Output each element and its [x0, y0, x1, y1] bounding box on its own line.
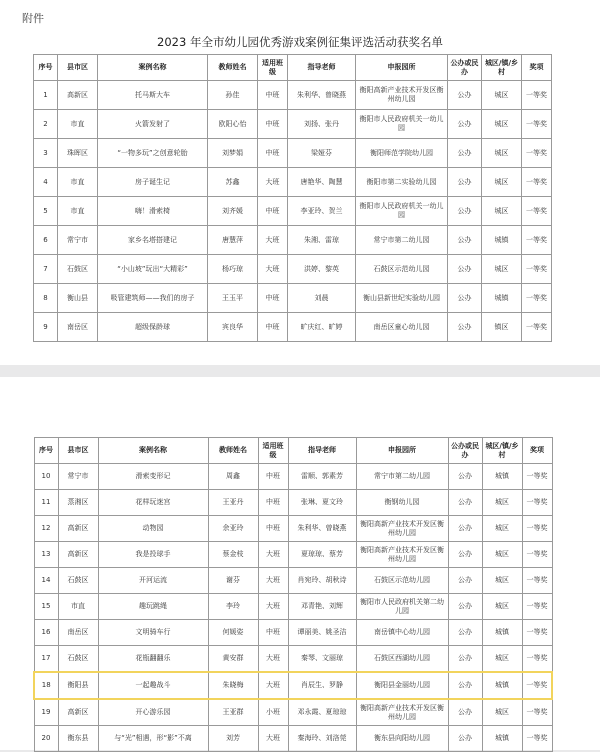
cell-class-level: 中班 [258, 139, 288, 168]
cell-kindergarten: 衡阳高新产业技术开发区衡州幼儿园 [356, 516, 448, 542]
cell-mentor: 雷顺、郭素芳 [288, 464, 356, 490]
cell-district: 石鼓区 [58, 568, 98, 594]
cell-teacher: 苏鑫 [208, 168, 258, 197]
table-row [34, 620, 552, 646]
cell-district: 高新区 [58, 516, 98, 542]
cell-area-type: 城区 [482, 594, 522, 620]
cell-seq: 5 [34, 197, 58, 226]
cell-ownership: 公办 [448, 168, 482, 197]
cell-teacher: 黄安群 [208, 646, 258, 673]
cell-ownership: 公办 [448, 110, 482, 139]
cell-seq: 2 [34, 110, 58, 139]
cell-kindergarten: 衡阳高新产业技术开发区衡州幼儿园 [356, 542, 448, 568]
column-header-ownership: 公办或民办 [448, 438, 482, 464]
cell-teacher: 谢芬 [208, 568, 258, 594]
cell-mentor: 梁娅芬 [288, 139, 356, 168]
cell-mentor: 肖宛玲、胡秋诗 [288, 568, 356, 594]
cell-seq: 7 [34, 255, 58, 284]
table-row [34, 197, 552, 226]
cell-class-level: 中班 [258, 81, 288, 110]
cell-award: 一等奖 [522, 197, 552, 226]
cell-kindergarten: 衡钢幼儿园 [356, 490, 448, 516]
cell-district: 石鼓区 [58, 646, 98, 673]
table-row [34, 672, 552, 699]
cell-district: 蒸湘区 [58, 490, 98, 516]
cell-district: 珠晖区 [58, 139, 98, 168]
cell-teacher: 刘齐媛 [208, 197, 258, 226]
cell-teacher: 唐慧萍 [208, 226, 258, 255]
cell-case-name: 与“光”相遇，形“影”不离 [98, 726, 208, 752]
cell-case-name: 文明骑车行 [98, 620, 208, 646]
cell-mentor: 秦琴、文丽琼 [288, 646, 356, 673]
cell-area-type: 镇区 [482, 313, 522, 342]
cell-case-name: “一物多玩”之创意轮胎 [98, 139, 208, 168]
column-header-seq: 序号 [34, 438, 58, 464]
table-row [34, 110, 552, 139]
cell-award: 一等奖 [522, 168, 552, 197]
column-header-mentor: 指导老师 [288, 438, 356, 464]
document-page-2 [0, 377, 600, 750]
cell-seq: 6 [34, 226, 58, 255]
cell-mentor: 刘晨 [288, 284, 356, 313]
cell-district: 市直 [58, 110, 98, 139]
column-header-case-name: 案例名称 [98, 438, 208, 464]
document-page-1 [0, 0, 600, 365]
cell-case-name: 一起趣战斗 [98, 672, 208, 699]
cell-case-name: 花样玩迷宫 [98, 490, 208, 516]
cell-area-type: 城镇 [482, 672, 522, 699]
cell-mentor: 洪婷、黎英 [288, 255, 356, 284]
table-row [34, 255, 552, 284]
cell-seq: 19 [34, 699, 58, 726]
cell-ownership: 公办 [448, 139, 482, 168]
cell-class-level: 大班 [258, 672, 288, 699]
table-row [34, 699, 552, 726]
table-row [34, 81, 552, 110]
cell-award: 一等奖 [522, 620, 552, 646]
cell-seq: 9 [34, 313, 58, 342]
cell-class-level: 大班 [258, 542, 288, 568]
cell-class-level: 中班 [258, 197, 288, 226]
cell-award: 一等奖 [522, 699, 552, 726]
cell-class-level: 大班 [258, 226, 288, 255]
cell-teacher: 周鑫 [208, 464, 258, 490]
cell-district: 衡山县 [58, 284, 98, 313]
cell-area-type: 城区 [482, 139, 522, 168]
cell-kindergarten: 衡阳市第二实验幼儿园 [356, 168, 448, 197]
cell-class-level: 大班 [258, 594, 288, 620]
cell-area-type: 城区 [482, 197, 522, 226]
cell-district: 市直 [58, 594, 98, 620]
cell-area-type: 城镇 [482, 726, 522, 752]
cell-area-type: 城区 [482, 110, 522, 139]
cell-award: 一等奖 [522, 672, 552, 699]
cell-case-name: 吸管建筑师——我们的房子 [98, 284, 208, 313]
column-header-award: 奖项 [522, 438, 552, 464]
cell-class-level: 中班 [258, 490, 288, 516]
cell-ownership: 公办 [448, 81, 482, 110]
table-row [34, 313, 552, 342]
cell-kindergarten: 衡阳市人民政府机关一幼儿园 [356, 110, 448, 139]
cell-area-type: 城镇 [482, 284, 522, 313]
column-header-area-type: 城区/镇/乡村 [482, 55, 522, 81]
column-header-area-type: 城区/镇/乡村 [482, 438, 522, 464]
cell-seq: 8 [34, 284, 58, 313]
awards-table-page-2 [33, 437, 553, 752]
cell-kindergarten: 石鼓区西湖幼儿园 [356, 646, 448, 673]
cell-seq: 11 [34, 490, 58, 516]
cell-case-name: “小山坡”玩出“大精彩” [98, 255, 208, 284]
cell-teacher: 朱晓梅 [208, 672, 258, 699]
cell-case-name: 动物园 [98, 516, 208, 542]
cell-case-name: 火箭发射了 [98, 110, 208, 139]
cell-class-level: 大班 [258, 168, 288, 197]
cell-district: 市直 [58, 197, 98, 226]
cell-ownership: 公办 [448, 313, 482, 342]
cell-kindergarten: 常宁市第二幼儿园 [356, 464, 448, 490]
cell-case-name: 我是投球手 [98, 542, 208, 568]
cell-mentor: 李亚玲、贺兰 [288, 197, 356, 226]
cell-kindergarten: 常宁市第二幼儿园 [356, 226, 448, 255]
column-header-kindergarten: 申报园所 [356, 438, 448, 464]
cell-mentor: 朱湘、雷琼 [288, 226, 356, 255]
cell-kindergarten: 衡阳市人民政府机关第二幼儿园 [356, 594, 448, 620]
column-header-teacher: 教师姓名 [208, 55, 258, 81]
cell-award: 一等奖 [522, 542, 552, 568]
cell-district: 衡东县 [58, 726, 98, 752]
cell-case-name: 嗨！滑索椅 [98, 197, 208, 226]
cell-teacher: 蔡金枝 [208, 542, 258, 568]
cell-teacher: 王玉平 [208, 284, 258, 313]
cell-district: 常宁市 [58, 226, 98, 255]
cell-award: 一等奖 [522, 646, 552, 673]
cell-district: 高新区 [58, 81, 98, 110]
cell-mentor: 刘扬、张丹 [288, 110, 356, 139]
cell-case-name: 花瓶翻翻乐 [98, 646, 208, 673]
cell-class-level: 中班 [258, 284, 288, 313]
table-row [34, 646, 552, 673]
table-row [34, 726, 552, 752]
table-row [34, 226, 552, 255]
cell-teacher: 何媛姿 [208, 620, 258, 646]
column-header-case-name: 案例名称 [98, 55, 208, 81]
cell-seq: 10 [34, 464, 58, 490]
cell-award: 一等奖 [522, 139, 552, 168]
cell-class-level: 中班 [258, 516, 288, 542]
cell-case-name: 托马斯大车 [98, 81, 208, 110]
column-header-class-level: 适用班级 [258, 438, 288, 464]
cell-seq: 16 [34, 620, 58, 646]
cell-case-name: 开河运流 [98, 568, 208, 594]
table-row [34, 568, 552, 594]
cell-ownership: 公办 [448, 568, 482, 594]
cell-teacher: 欧阳心怡 [208, 110, 258, 139]
cell-area-type: 城区 [482, 490, 522, 516]
cell-seq: 18 [34, 672, 58, 699]
cell-class-level: 大班 [258, 646, 288, 673]
cell-kindergarten: 衡阳高新产业技术开发区衡州幼儿园 [356, 699, 448, 726]
cell-seq: 4 [34, 168, 58, 197]
cell-kindergarten: 石鼓区示范幼儿园 [356, 568, 448, 594]
cell-ownership: 公办 [448, 620, 482, 646]
cell-class-level: 小班 [258, 699, 288, 726]
cell-teacher: 宾良华 [208, 313, 258, 342]
cell-ownership: 公办 [448, 542, 482, 568]
cell-area-type: 城镇 [482, 464, 522, 490]
cell-kindergarten: 南岳镇中心幼儿园 [356, 620, 448, 646]
cell-area-type: 城镇 [482, 226, 522, 255]
cell-case-name: 滑索变形记 [98, 464, 208, 490]
cell-seq: 15 [34, 594, 58, 620]
document-title: 2023 年全市幼儿园优秀游戏案例征集评选活动获奖名单 [157, 35, 443, 49]
column-header-mentor: 指导老师 [288, 55, 356, 81]
cell-ownership: 公办 [448, 490, 482, 516]
column-header-seq: 序号 [34, 55, 58, 81]
cell-teacher: 王亚丹 [208, 490, 258, 516]
cell-teacher: 刘梦娟 [208, 139, 258, 168]
table-row [34, 284, 552, 313]
cell-teacher: 余亚玲 [208, 516, 258, 542]
table-row [34, 490, 552, 516]
cell-teacher: 孙佳 [208, 81, 258, 110]
cell-mentor: 旷庆红、旷婷 [288, 313, 356, 342]
cell-kindergarten: 衡阳师范学院幼儿园 [356, 139, 448, 168]
cell-award: 一等奖 [522, 594, 552, 620]
cell-teacher: 王亚群 [208, 699, 258, 726]
cell-district: 南岳区 [58, 313, 98, 342]
cell-seq: 1 [34, 81, 58, 110]
cell-seq: 17 [34, 646, 58, 673]
awards-table-page-1 [33, 54, 552, 342]
cell-award: 一等奖 [522, 464, 552, 490]
cell-kindergarten: 衡阳高新产业技术开发区衡州幼儿园 [356, 81, 448, 110]
cell-mentor: 唐艳华、陶慧 [288, 168, 356, 197]
cell-ownership: 公办 [448, 516, 482, 542]
cell-class-level: 大班 [258, 726, 288, 752]
cell-area-type: 城区 [482, 646, 522, 673]
cell-area-type: 城区 [482, 516, 522, 542]
cell-class-level: 中班 [258, 464, 288, 490]
cell-award: 一等奖 [522, 81, 552, 110]
cell-kindergarten: 衡山县新世纪实验幼儿园 [356, 284, 448, 313]
cell-ownership: 公办 [448, 726, 482, 752]
column-header-class-level: 适用班级 [258, 55, 288, 81]
cell-ownership: 公办 [448, 255, 482, 284]
column-header-ownership: 公办或民办 [448, 55, 482, 81]
table-row [34, 139, 552, 168]
cell-seq: 3 [34, 139, 58, 168]
cell-case-name: 家乡名塔搭建记 [98, 226, 208, 255]
cell-district: 衡阳县 [58, 672, 98, 699]
cell-ownership: 公办 [448, 672, 482, 699]
cell-mentor: 朱利华、曾晓燕 [288, 516, 356, 542]
cell-ownership: 公办 [448, 464, 482, 490]
cell-mentor: 邓青艳、刘辉 [288, 594, 356, 620]
cell-award: 一等奖 [522, 110, 552, 139]
cell-award: 一等奖 [522, 490, 552, 516]
cell-area-type: 城区 [482, 568, 522, 594]
cell-teacher: 杨巧琼 [208, 255, 258, 284]
cell-award: 一等奖 [522, 284, 552, 313]
table-header-row [34, 438, 552, 464]
cell-seq: 13 [34, 542, 58, 568]
cell-seq: 12 [34, 516, 58, 542]
attachment-label: 附件 [22, 12, 44, 25]
cell-area-type: 城区 [482, 168, 522, 197]
cell-award: 一等奖 [522, 516, 552, 542]
cell-mentor: 朱利华、曾晓燕 [288, 81, 356, 110]
cell-area-type: 城区 [482, 81, 522, 110]
cell-mentor: 肖辰生、罗静 [288, 672, 356, 699]
cell-kindergarten: 衡东县向阳幼儿园 [356, 726, 448, 752]
table-row [34, 516, 552, 542]
cell-award: 一等奖 [522, 313, 552, 342]
cell-kindergarten: 衡阳县金丽幼儿园 [356, 672, 448, 699]
cell-mentor: 秦海玲、刘洛莞 [288, 726, 356, 752]
cell-area-type: 城区 [482, 255, 522, 284]
cell-award: 一等奖 [522, 726, 552, 752]
cell-mentor: 夏琼琼、蔡芳 [288, 542, 356, 568]
cell-teacher: 刘芳 [208, 726, 258, 752]
cell-award: 一等奖 [522, 568, 552, 594]
table-row [34, 542, 552, 568]
table-row [34, 594, 552, 620]
cell-class-level: 大班 [258, 255, 288, 284]
cell-ownership: 公办 [448, 699, 482, 726]
cell-mentor: 邓永霞、夏琼琼 [288, 699, 356, 726]
column-header-district: 县市区 [58, 55, 98, 81]
cell-district: 高新区 [58, 542, 98, 568]
cell-kindergarten: 衡阳市人民政府机关一幼儿园 [356, 197, 448, 226]
cell-class-level: 中班 [258, 313, 288, 342]
cell-district: 南岳区 [58, 620, 98, 646]
cell-area-type: 城镇 [482, 620, 522, 646]
cell-teacher: 李玲 [208, 594, 258, 620]
column-header-kindergarten: 申报园所 [356, 55, 448, 81]
cell-award: 一等奖 [522, 255, 552, 284]
cell-case-name: 开心游乐园 [98, 699, 208, 726]
cell-ownership: 公办 [448, 646, 482, 673]
cell-ownership: 公办 [448, 197, 482, 226]
column-header-award: 奖项 [522, 55, 552, 81]
cell-ownership: 公办 [448, 284, 482, 313]
cell-class-level: 大班 [258, 568, 288, 594]
column-header-district: 县市区 [58, 438, 98, 464]
cell-class-level: 中班 [258, 620, 288, 646]
cell-mentor: 张琳、夏文玲 [288, 490, 356, 516]
cell-mentor: 谭丽美、姚圣洁 [288, 620, 356, 646]
cell-kindergarten: 南岳区童心幼儿园 [356, 313, 448, 342]
column-header-teacher: 教师姓名 [208, 438, 258, 464]
cell-area-type: 城区 [482, 699, 522, 726]
cell-area-type: 城区 [482, 542, 522, 568]
cell-case-name: 趣玩跳绳 [98, 594, 208, 620]
cell-class-level: 中班 [258, 110, 288, 139]
cell-district: 石鼓区 [58, 255, 98, 284]
table-row [34, 168, 552, 197]
cell-district: 市直 [58, 168, 98, 197]
cell-seq: 14 [34, 568, 58, 594]
cell-district: 常宁市 [58, 464, 98, 490]
cell-seq: 20 [34, 726, 58, 752]
table-row [34, 464, 552, 490]
cell-award: 一等奖 [522, 226, 552, 255]
cell-ownership: 公办 [448, 594, 482, 620]
cell-kindergarten: 石鼓区示范幼儿园 [356, 255, 448, 284]
cell-ownership: 公办 [448, 226, 482, 255]
cell-case-name: 房子诞生记 [98, 168, 208, 197]
cell-case-name: 超级保龄球 [98, 313, 208, 342]
table-header-row [34, 55, 552, 81]
cell-district: 高新区 [58, 699, 98, 726]
